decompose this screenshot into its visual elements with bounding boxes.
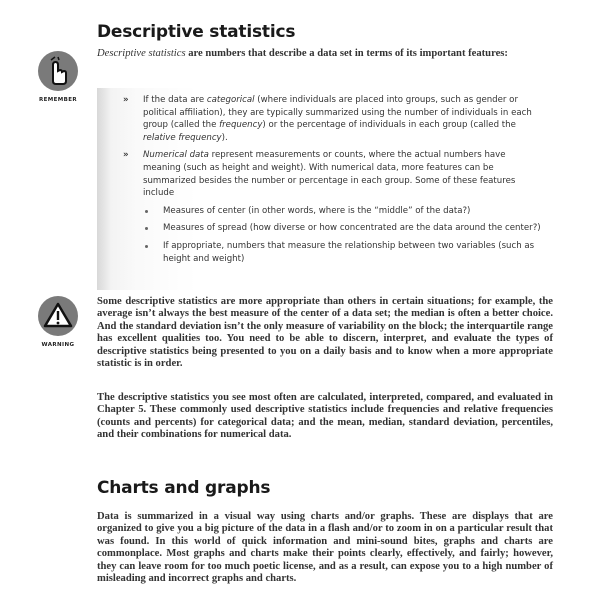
bullet-dot-icon — [145, 245, 148, 248]
remember-icon-block — [35, 51, 81, 103]
text: If appropriate, numbers that measure the relationship between two variables (such as height and weight) — [163, 240, 535, 264]
remember-label: REMEMBER — [38, 97, 78, 103]
warning-triangle-icon — [38, 296, 78, 336]
remember-box — [97, 88, 557, 290]
text: (where individuals are placed into groups, such as gender or political affiliation), they are typically summarized using the number of individuals in each group (called the — [143, 95, 532, 131]
warning-icon-block — [35, 296, 81, 348]
section-heading-charts-and-graphs: Charts and graphs — [97, 478, 271, 498]
warning-label: WARNING — [41, 342, 75, 348]
term: frequency — [219, 120, 263, 131]
term: Numerical data — [143, 150, 209, 161]
intro-paragraph — [97, 48, 553, 60]
pointing-hand-icon — [38, 51, 78, 91]
intro-term: Descriptive statistics — [97, 48, 186, 59]
bullet-dot-icon — [145, 227, 148, 230]
text: ). — [221, 132, 228, 143]
text: Measures of spread (how diverse or how concentrated are the data around the center?) — [163, 223, 541, 234]
text: If the data are — [143, 95, 207, 105]
bullet-dot-icon — [145, 210, 148, 213]
double-chevron-icon: » — [123, 95, 129, 105]
section-heading-descriptive-statistics: Descriptive statistics — [97, 22, 296, 42]
term: relative frequency — [143, 132, 222, 143]
sub-list-item — [123, 205, 543, 218]
sub-list-item — [123, 240, 543, 265]
intro-text: are numbers that describe a data set in terms of its important features: — [185, 48, 508, 59]
double-chevron-icon: » — [123, 150, 129, 161]
list-item — [123, 94, 543, 144]
text: ) or the percentage of individuals in each group (called the — [262, 120, 516, 131]
warning-paragraph: Some descriptive statistics are more appropriate than others in certain situations; for example, the average isn’t always the best measure of the center of a data set; the median is often a better choice. And the standard deviation isn’t the only measure of variability on the block; the interquartile range has excellent qualities too. You need to be able to discern, interpret, and evaluate the types of descriptive statistics being presented to you on a daily basis and to know when a more appropriate statistic is in order. — [97, 296, 553, 370]
text: Measures of center (in other words, where is the “middle” of the data?) — [163, 205, 471, 216]
term: categorical — [206, 95, 255, 105]
paragraph: The descriptive statistics you see most often are calculated, interpreted, compared, and evaluated in Chapter 5. These commonly used descriptive statistics include frequencies and relative frequencies (counts and percents) for categorical data; and the mean, median, standard deviation, percentiles, and their combinations for numerical data. — [97, 392, 553, 441]
sub-list-item — [123, 222, 543, 235]
text: represent measurements or counts, where the actual numbers have meaning (such as height and weight). With numerical data, more features can be summarized besides the number or percentage in each group. Some of these features include — [143, 150, 516, 199]
list-item — [123, 149, 543, 265]
paragraph: Data is summarized in a visual way using charts and/or graphs. These are displays that are organized to give you a big picture of the data in a flash and/or to zoom in on a particular result that was found. In this world of quick information and mini-sound bites, graphs and charts are commonplace. Most graphs and charts make their points clearly, effectively, and fairly; however, they can leave room for too much poetic license, and as a result, can expose you to a high number of misleading and incorrect graphs and charts. — [97, 511, 553, 585]
